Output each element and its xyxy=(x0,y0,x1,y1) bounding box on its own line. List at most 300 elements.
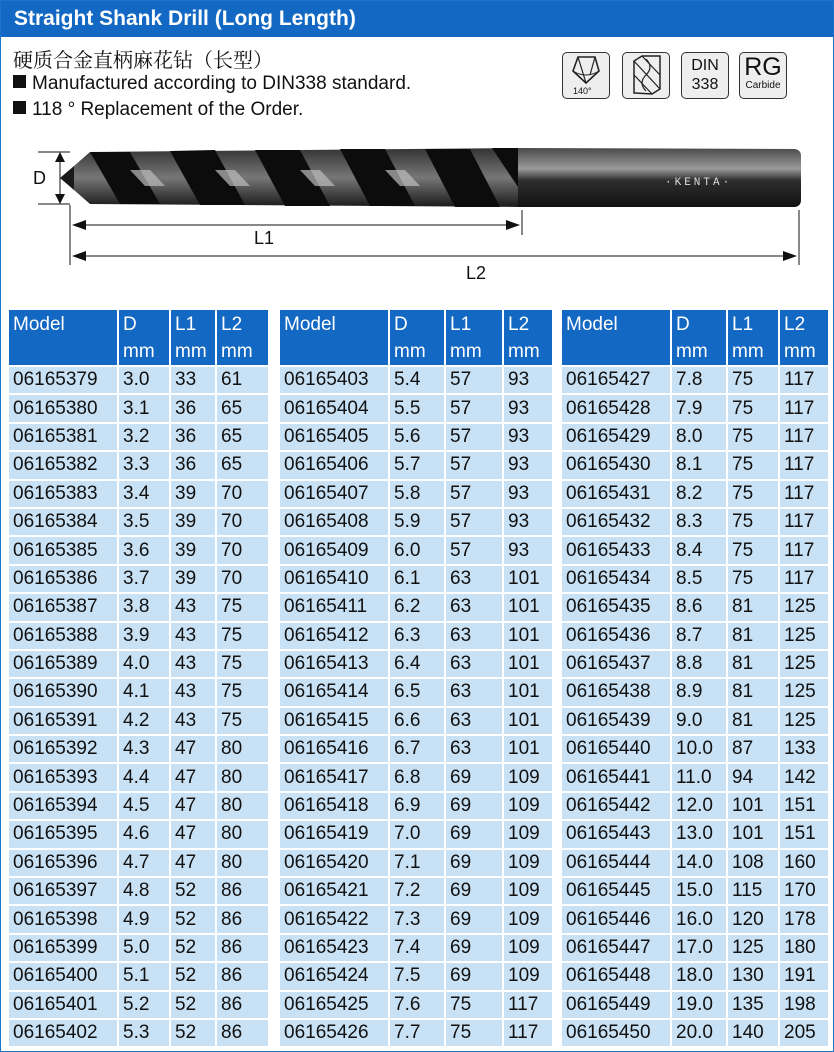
bullet-item-angle xyxy=(13,99,303,121)
cell-l1: 69 xyxy=(446,848,504,876)
cell-model: 06165430 xyxy=(562,450,672,478)
cell-l1: 69 xyxy=(446,876,504,904)
cell-l1: 57 xyxy=(446,422,504,450)
cell-l2: 117 xyxy=(780,507,828,535)
cell-l2: 205 xyxy=(780,1018,828,1046)
cell-model: 06165422 xyxy=(280,904,390,932)
cell-model: 06165415 xyxy=(280,706,390,734)
cell-d: 7.1 xyxy=(390,848,446,876)
cell-model: 06165444 xyxy=(562,848,672,876)
cell-model: 06165443 xyxy=(562,819,672,847)
cell-l1: 43 xyxy=(171,592,217,620)
cell-model: 06165434 xyxy=(562,564,672,592)
table-row xyxy=(9,876,268,904)
header-l2: L2 mm xyxy=(504,310,552,365)
cell-model: 06165429 xyxy=(562,422,672,450)
table-row xyxy=(280,791,552,819)
din-label: DIN xyxy=(691,57,719,74)
cell-l1: 94 xyxy=(728,762,780,790)
cell-model: 06165447 xyxy=(562,933,672,961)
cell-l1: 130 xyxy=(728,961,780,989)
table-row xyxy=(562,904,828,932)
cell-l2: 160 xyxy=(780,848,828,876)
cell-l2: 198 xyxy=(780,990,828,1018)
cell-l1: 43 xyxy=(171,677,217,705)
cell-model: 06165445 xyxy=(562,876,672,904)
cell-d: 6.5 xyxy=(390,677,446,705)
table-row xyxy=(9,819,268,847)
table-row xyxy=(562,507,828,535)
cell-model: 06165423 xyxy=(280,933,390,961)
cell-l2: 117 xyxy=(780,393,828,421)
spec-table-1 xyxy=(9,310,268,1046)
table-row xyxy=(9,1018,268,1046)
table-header-row xyxy=(562,310,828,365)
table-row xyxy=(280,592,552,620)
table-row xyxy=(562,535,828,563)
table-row xyxy=(280,365,552,393)
cell-l1: 75 xyxy=(728,422,780,450)
cell-d: 6.2 xyxy=(390,592,446,620)
cell-model: 06165403 xyxy=(280,365,390,393)
cell-model: 06165440 xyxy=(562,734,672,762)
cell-model: 06165414 xyxy=(280,677,390,705)
cell-d: 3.5 xyxy=(119,507,171,535)
cell-model: 06165428 xyxy=(562,393,672,421)
cell-d: 8.1 xyxy=(672,450,728,478)
cell-d: 18.0 xyxy=(672,961,728,989)
cell-l2: 117 xyxy=(780,479,828,507)
cell-l1: 69 xyxy=(446,762,504,790)
drill-drawing xyxy=(0,130,834,300)
cell-model: 06165395 xyxy=(9,819,119,847)
cell-d: 6.1 xyxy=(390,564,446,592)
cell-l1: 47 xyxy=(171,762,217,790)
cell-d: 7.9 xyxy=(672,393,728,421)
cell-d: 7.8 xyxy=(672,365,728,393)
cell-l2: 109 xyxy=(504,762,552,790)
cell-l1: 69 xyxy=(446,933,504,961)
header-d: D mm xyxy=(390,310,446,365)
table-row xyxy=(280,961,552,989)
cell-model: 06165409 xyxy=(280,535,390,563)
cell-l1: 87 xyxy=(728,734,780,762)
cell-l1: 39 xyxy=(171,507,217,535)
table-row xyxy=(562,876,828,904)
cell-l1: 75 xyxy=(446,1018,504,1046)
table-row xyxy=(280,393,552,421)
cell-d: 8.6 xyxy=(672,592,728,620)
cell-d: 6.4 xyxy=(390,649,446,677)
table-row xyxy=(562,1018,828,1046)
brand-marking: ·KENTA· xyxy=(665,177,733,189)
cell-d: 5.7 xyxy=(390,450,446,478)
rg-carbide-badge xyxy=(739,52,787,99)
cell-model: 06165391 xyxy=(9,706,119,734)
cell-l2: 109 xyxy=(504,876,552,904)
table-row xyxy=(280,706,552,734)
cell-l1: 75 xyxy=(728,365,780,393)
cell-l1: 140 xyxy=(728,1018,780,1046)
din-number: 338 xyxy=(691,76,719,93)
cell-l2: 86 xyxy=(217,904,268,932)
table-row xyxy=(280,450,552,478)
cell-d: 4.2 xyxy=(119,706,171,734)
table-row xyxy=(9,990,268,1018)
cell-l1: 36 xyxy=(171,422,217,450)
cell-l2: 70 xyxy=(217,507,268,535)
cell-l2: 101 xyxy=(504,649,552,677)
cell-l2: 109 xyxy=(504,791,552,819)
cell-model: 06165448 xyxy=(562,961,672,989)
bullet-item-din xyxy=(13,73,411,95)
table-row xyxy=(562,393,828,421)
cell-l1: 47 xyxy=(171,734,217,762)
cell-l2: 125 xyxy=(780,649,828,677)
cell-l2: 70 xyxy=(217,535,268,563)
cell-l1: 81 xyxy=(728,649,780,677)
cell-d: 8.7 xyxy=(672,621,728,649)
cell-d: 19.0 xyxy=(672,990,728,1018)
angle-label: 140° xyxy=(573,86,592,96)
cell-d: 5.9 xyxy=(390,507,446,535)
table-row xyxy=(280,904,552,932)
cell-model: 06165380 xyxy=(9,393,119,421)
table-row xyxy=(9,535,268,563)
header-d: D mm xyxy=(119,310,171,365)
cell-l2: 80 xyxy=(217,819,268,847)
table-row xyxy=(562,819,828,847)
cell-l2: 133 xyxy=(780,734,828,762)
cell-l1: 57 xyxy=(446,535,504,563)
cell-model: 06165408 xyxy=(280,507,390,535)
bullet-square-icon xyxy=(13,101,26,114)
cell-l1: 43 xyxy=(171,649,217,677)
cell-l2: 125 xyxy=(780,677,828,705)
cell-model: 06165384 xyxy=(9,507,119,535)
cell-d: 4.5 xyxy=(119,791,171,819)
cell-model: 06165411 xyxy=(280,592,390,620)
cell-model: 06165396 xyxy=(9,848,119,876)
cell-model: 06165389 xyxy=(9,649,119,677)
cell-d: 3.3 xyxy=(119,450,171,478)
cell-d: 4.8 xyxy=(119,876,171,904)
cell-l1: 63 xyxy=(446,564,504,592)
cell-l2: 93 xyxy=(504,393,552,421)
carbide-label: Carbide xyxy=(745,80,781,91)
cell-model: 06165383 xyxy=(9,479,119,507)
table-row xyxy=(280,621,552,649)
cell-l2: 109 xyxy=(504,904,552,932)
cell-model: 06165432 xyxy=(562,507,672,535)
cell-l1: 69 xyxy=(446,791,504,819)
cell-l1: 63 xyxy=(446,621,504,649)
cell-d: 13.0 xyxy=(672,819,728,847)
cell-d: 3.0 xyxy=(119,365,171,393)
cell-l1: 36 xyxy=(171,450,217,478)
cell-l1: 63 xyxy=(446,649,504,677)
table-row xyxy=(562,990,828,1018)
cell-l1: 47 xyxy=(171,848,217,876)
cell-model: 06165388 xyxy=(9,621,119,649)
table-row xyxy=(280,649,552,677)
table-row xyxy=(280,933,552,961)
cell-d: 7.3 xyxy=(390,904,446,932)
table-row xyxy=(9,621,268,649)
cell-l2: 109 xyxy=(504,933,552,961)
table-row xyxy=(562,564,828,592)
cell-l1: 47 xyxy=(171,791,217,819)
table-row xyxy=(280,819,552,847)
cell-model: 06165436 xyxy=(562,621,672,649)
table-row xyxy=(280,990,552,1018)
dim-label-l2: L2 xyxy=(466,263,487,283)
cell-l2: 86 xyxy=(217,961,268,989)
cell-model: 06165416 xyxy=(280,734,390,762)
cell-d: 5.8 xyxy=(390,479,446,507)
cell-d: 4.7 xyxy=(119,848,171,876)
cell-model: 06165431 xyxy=(562,479,672,507)
cell-model: 06165427 xyxy=(562,365,672,393)
cell-l2: 80 xyxy=(217,762,268,790)
cell-d: 4.4 xyxy=(119,762,171,790)
header-model: Model xyxy=(9,310,119,365)
header-model: Model xyxy=(280,310,390,365)
cell-model: 06165413 xyxy=(280,649,390,677)
cell-model: 06165419 xyxy=(280,819,390,847)
table-row xyxy=(280,535,552,563)
cell-l2: 109 xyxy=(504,848,552,876)
cell-l2: 117 xyxy=(780,422,828,450)
cell-l2: 65 xyxy=(217,450,268,478)
cell-l1: 57 xyxy=(446,450,504,478)
cell-model: 06165399 xyxy=(9,933,119,961)
cell-d: 8.0 xyxy=(672,422,728,450)
cell-l2: 93 xyxy=(504,365,552,393)
chinese-subtitle: 硬质合金直柄麻花钻（长型） xyxy=(13,48,273,72)
cell-l1: 120 xyxy=(728,904,780,932)
cell-l2: 86 xyxy=(217,990,268,1018)
cell-l2: 86 xyxy=(217,876,268,904)
cell-model: 06165410 xyxy=(280,564,390,592)
cell-model: 06165402 xyxy=(9,1018,119,1046)
cell-d: 20.0 xyxy=(672,1018,728,1046)
table-row xyxy=(562,621,828,649)
cell-l2: 101 xyxy=(504,621,552,649)
cell-l1: 75 xyxy=(728,393,780,421)
cell-l1: 47 xyxy=(171,819,217,847)
cell-model: 06165435 xyxy=(562,592,672,620)
table-row xyxy=(9,422,268,450)
din338-badge xyxy=(681,52,729,99)
cell-l1: 63 xyxy=(446,592,504,620)
drill-diagram xyxy=(0,130,834,300)
spec-table-3 xyxy=(562,310,828,1046)
cell-l2: 109 xyxy=(504,819,552,847)
cell-l1: 36 xyxy=(171,393,217,421)
header-l2: L2 mm xyxy=(780,310,828,365)
cell-d: 8.8 xyxy=(672,649,728,677)
dim-label-l1: L1 xyxy=(254,228,275,248)
cell-l2: 191 xyxy=(780,961,828,989)
header-l2: L2 mm xyxy=(217,310,268,365)
cell-model: 06165397 xyxy=(9,876,119,904)
cell-l2: 117 xyxy=(504,1018,552,1046)
cell-model: 06165387 xyxy=(9,592,119,620)
cell-l1: 39 xyxy=(171,564,217,592)
cell-model: 06165417 xyxy=(280,762,390,790)
cell-l2: 80 xyxy=(217,848,268,876)
cell-d: 8.5 xyxy=(672,564,728,592)
table-row xyxy=(9,393,268,421)
table-row xyxy=(562,961,828,989)
cell-model: 06165433 xyxy=(562,535,672,563)
cell-model: 06165390 xyxy=(9,677,119,705)
cell-l2: 61 xyxy=(217,365,268,393)
cell-l1: 57 xyxy=(446,507,504,535)
cell-l1: 43 xyxy=(171,621,217,649)
cell-l1: 69 xyxy=(446,904,504,932)
cell-l2: 93 xyxy=(504,479,552,507)
table-row xyxy=(562,734,828,762)
spec-table-area xyxy=(1,310,833,1050)
cell-l1: 101 xyxy=(728,819,780,847)
table-row xyxy=(9,592,268,620)
cell-l1: 52 xyxy=(171,1018,217,1046)
cell-l2: 117 xyxy=(504,990,552,1018)
spec-table-2 xyxy=(280,310,552,1046)
cell-d: 3.9 xyxy=(119,621,171,649)
table-row xyxy=(280,762,552,790)
table-row xyxy=(9,933,268,961)
table-row xyxy=(9,365,268,393)
table-row xyxy=(9,677,268,705)
cell-l1: 39 xyxy=(171,535,217,563)
cell-l1: 43 xyxy=(171,706,217,734)
cell-l1: 75 xyxy=(728,507,780,535)
cell-l2: 101 xyxy=(504,677,552,705)
cell-d: 6.9 xyxy=(390,791,446,819)
cell-l1: 75 xyxy=(728,450,780,478)
cell-d: 4.6 xyxy=(119,819,171,847)
cell-model: 06165386 xyxy=(9,564,119,592)
table-row xyxy=(9,479,268,507)
helix-flute-icon xyxy=(622,52,670,99)
cell-l2: 125 xyxy=(780,621,828,649)
cell-l1: 115 xyxy=(728,876,780,904)
cell-d: 4.0 xyxy=(119,649,171,677)
table-header-row xyxy=(280,310,552,365)
cell-model: 06165393 xyxy=(9,762,119,790)
cell-d: 14.0 xyxy=(672,848,728,876)
cell-d: 5.1 xyxy=(119,961,171,989)
cell-model: 06165418 xyxy=(280,791,390,819)
table-row xyxy=(562,706,828,734)
table-row xyxy=(9,961,268,989)
cell-l2: 75 xyxy=(217,621,268,649)
cell-d: 5.5 xyxy=(390,393,446,421)
cell-model: 06165382 xyxy=(9,450,119,478)
cell-l1: 81 xyxy=(728,621,780,649)
table-row xyxy=(9,706,268,734)
page-title: Straight Shank Drill (Long Length) xyxy=(1,1,833,37)
cell-l1: 63 xyxy=(446,706,504,734)
table-row xyxy=(280,507,552,535)
cell-d: 5.4 xyxy=(390,365,446,393)
cell-l2: 151 xyxy=(780,819,828,847)
cell-model: 06165425 xyxy=(280,990,390,1018)
table-row xyxy=(280,876,552,904)
cell-d: 9.0 xyxy=(672,706,728,734)
cell-l1: 52 xyxy=(171,990,217,1018)
cell-l2: 117 xyxy=(780,564,828,592)
cell-model: 06165407 xyxy=(280,479,390,507)
cell-d: 6.6 xyxy=(390,706,446,734)
cell-d: 8.3 xyxy=(672,507,728,535)
table-row xyxy=(280,677,552,705)
cell-l2: 117 xyxy=(780,450,828,478)
table-row xyxy=(280,848,552,876)
cell-l1: 57 xyxy=(446,365,504,393)
table-row xyxy=(562,762,828,790)
table-row xyxy=(9,904,268,932)
cell-l2: 93 xyxy=(504,450,552,478)
cell-model: 06165437 xyxy=(562,649,672,677)
cell-l2: 70 xyxy=(217,564,268,592)
cell-l2: 75 xyxy=(217,649,268,677)
cell-d: 3.2 xyxy=(119,422,171,450)
cell-l2: 93 xyxy=(504,507,552,535)
table-row xyxy=(9,649,268,677)
cell-l2: 125 xyxy=(780,592,828,620)
table-row xyxy=(562,933,828,961)
cell-l2: 101 xyxy=(504,592,552,620)
cell-d: 6.7 xyxy=(390,734,446,762)
cell-d: 8.2 xyxy=(672,479,728,507)
cell-l1: 39 xyxy=(171,479,217,507)
cell-model: 06165400 xyxy=(9,961,119,989)
cell-l2: 93 xyxy=(504,535,552,563)
cell-model: 06165379 xyxy=(9,365,119,393)
cell-l2: 117 xyxy=(780,365,828,393)
table-row xyxy=(280,564,552,592)
dim-label-d: D xyxy=(33,168,46,188)
cell-l1: 75 xyxy=(728,564,780,592)
cell-model: 06165412 xyxy=(280,621,390,649)
cell-model: 06165421 xyxy=(280,876,390,904)
table-row xyxy=(562,592,828,620)
cell-l1: 52 xyxy=(171,961,217,989)
point-angle-icon xyxy=(562,52,610,99)
cell-l2: 109 xyxy=(504,961,552,989)
cell-l1: 75 xyxy=(728,535,780,563)
cell-l2: 125 xyxy=(780,706,828,734)
cell-d: 16.0 xyxy=(672,904,728,932)
cell-d: 4.1 xyxy=(119,677,171,705)
cell-model: 06165394 xyxy=(9,791,119,819)
cell-d: 11.0 xyxy=(672,762,728,790)
cell-d: 6.0 xyxy=(390,535,446,563)
bullet-text: 118 ° Replacement of the Order. xyxy=(32,99,304,120)
cell-l1: 69 xyxy=(446,819,504,847)
cell-l2: 70 xyxy=(217,479,268,507)
cell-model: 06165426 xyxy=(280,1018,390,1046)
cell-d: 4.9 xyxy=(119,904,171,932)
cell-model: 06165401 xyxy=(9,990,119,1018)
cell-l2: 80 xyxy=(217,791,268,819)
table-row xyxy=(562,848,828,876)
table-row xyxy=(562,479,828,507)
